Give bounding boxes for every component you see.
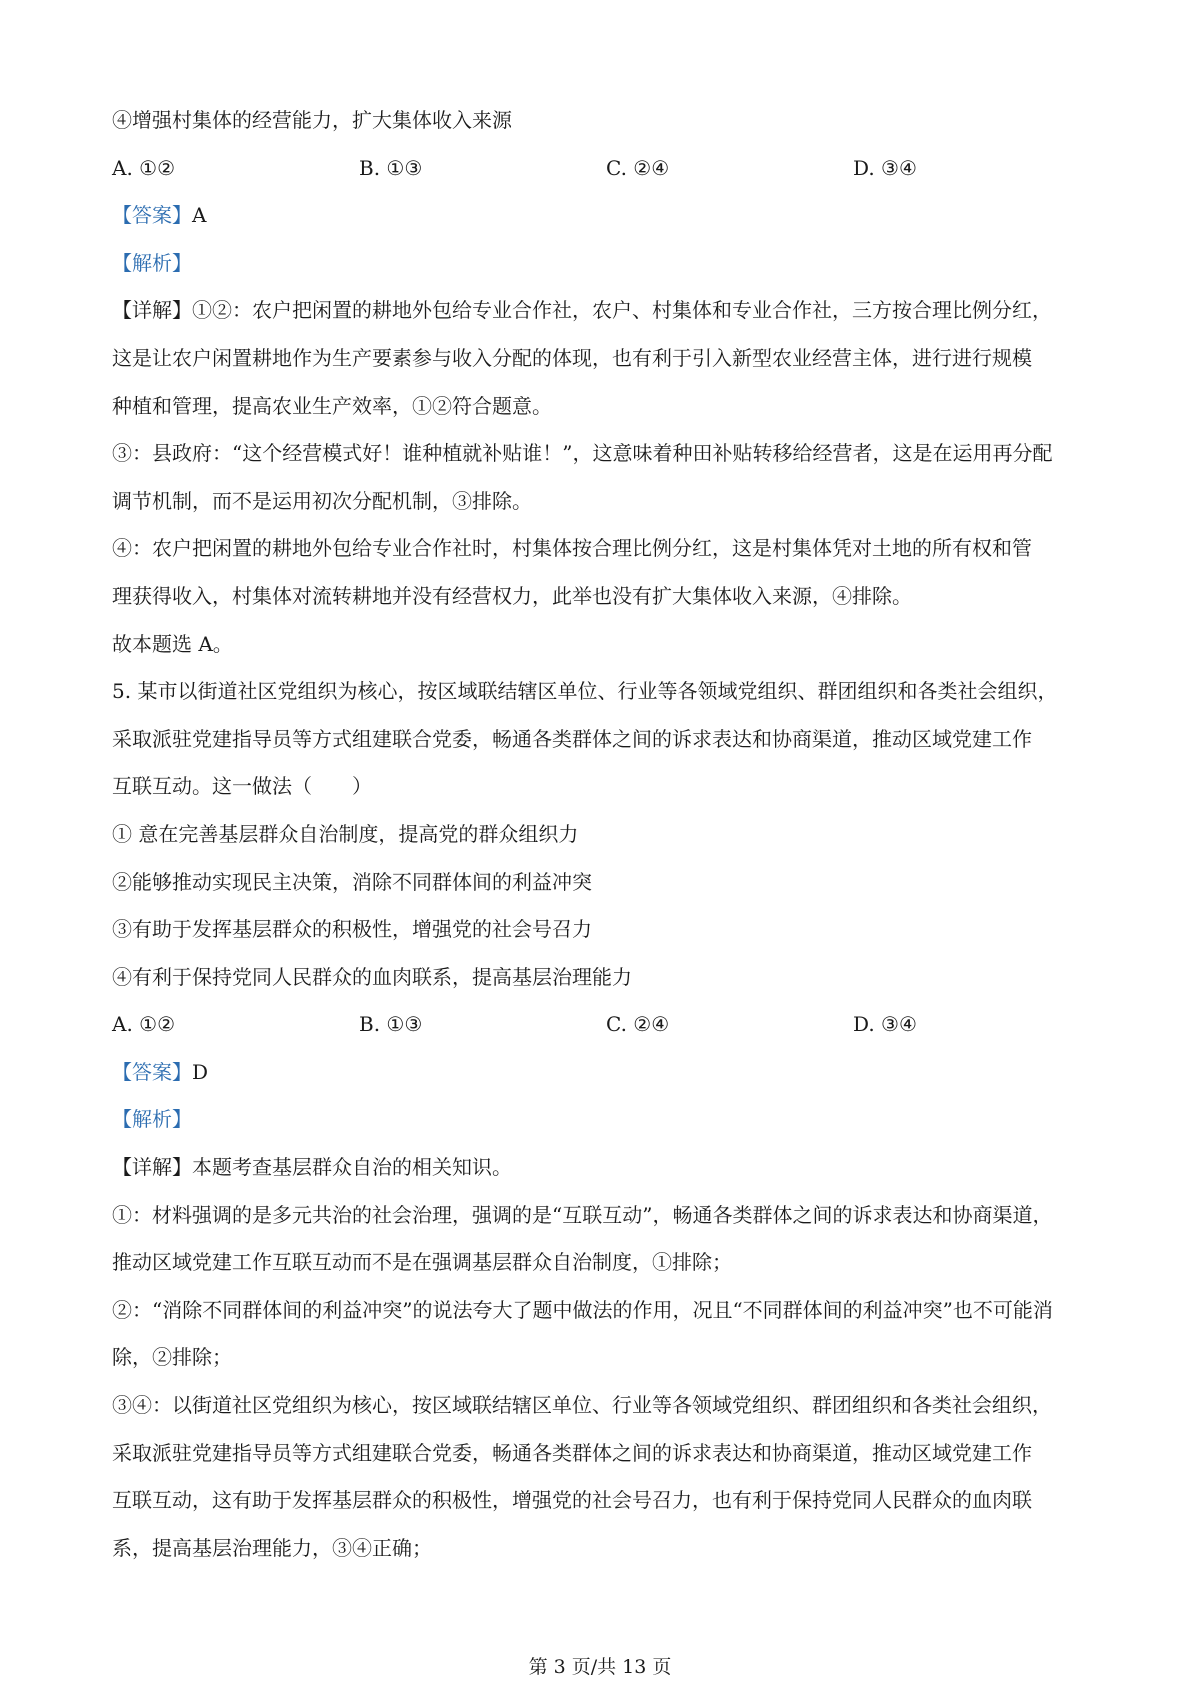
q5-detail-line: ②：“消除不同群体间的利益冲突”的说法夸大了题中做法的作用，况且“不同群体间的利益冲突”也不可能消	[112, 1297, 1053, 1322]
q5-choice-c: C. ②④	[606, 1012, 670, 1037]
page-number: 第 3 页/共 13 页	[528, 1656, 672, 1678]
q4-detail-tag: 【详解】	[112, 298, 192, 323]
q4-conclusion: 故本题选 A。	[112, 631, 233, 656]
q4-choice-a: A. ①②	[112, 155, 176, 180]
q5-stem-line: 采取派驻党建指导员等方式组建联合党委，畅通各类群体之间的诉求表达和协商渠道，推动区域党建工作	[112, 726, 1032, 751]
q5-analysis-tag: 【解析】	[112, 1107, 192, 1132]
q5-option-1: ① 意在完善基层群众自治制度，提高党的群众组织力	[112, 821, 579, 846]
q5-stem-line: 互联互动。这一做法（ ）	[112, 774, 372, 799]
q4-answer	[112, 192, 1102, 240]
q4-analysis-heading	[112, 240, 1102, 288]
q5-detail-line: 推动区域党建工作互联互动而不是在强调基层群众自治制度，①排除；	[112, 1250, 732, 1275]
q5-option-4: ④有利于保持党同人民群众的血肉联系，提高基层治理能力	[112, 964, 632, 989]
q4-detail-line: ④：农户把闲置的耕地外包给专业合作社时，村集体按合理比例分红，这是村集体凭对土地的所有权和管	[112, 536, 1032, 561]
q5-detail-line: 采取派驻党建指导员等方式组建联合党委，畅通各类群体之间的诉求表达和协商渠道，推动区域党建工作	[112, 1440, 1032, 1465]
q4-option-4: ④增强村集体的经营能力，扩大集体收入来源	[112, 108, 512, 132]
page-content	[112, 97, 1102, 1572]
q5-detail-line: 系，提高基层治理能力，③④正确；	[112, 1535, 432, 1560]
q5-answer-value: D	[192, 1059, 209, 1084]
q5-detail-line: 除，②排除；	[112, 1345, 232, 1370]
q4-choice-c: C. ②④	[606, 155, 670, 180]
q5-detail-first	[112, 1144, 1102, 1192]
q5-stem-line: 5. 某市以街道社区党组织为核心，按区域联结辖区单位、行业等各领域党组织、群团组织和各类社会组织，	[112, 679, 1058, 704]
q4-detail-text: ①②：农户把闲置的耕地外包给专业合作社，农户、村集体和专业合作社，三方按合理比例分红，	[192, 298, 1052, 323]
q5-option-3: ③有助于发挥基层群众的积极性，增强党的社会号召力	[112, 917, 592, 942]
q4-detail-line: ③：县政府：“这个经营模式好！谁种植就补贴谁！”，这意味着种田补贴转移给经营者，这是在运用再分配	[112, 441, 1053, 466]
q4-detail-line	[112, 287, 1102, 335]
q5-answer	[112, 1049, 1102, 1097]
q5-detail-text: 本题考查基层群众自治的相关知识。	[192, 1155, 512, 1180]
q5-detail-tag: 【详解】	[112, 1155, 192, 1180]
q4-choice-d: D. ③④	[853, 155, 917, 180]
q4-detail-line: 这是让农户闲置耕地作为生产要素参与收入分配的体现，也有利于引入新型农业经营主体，进行进行规模	[112, 345, 1032, 370]
q5-detail-line: 互联互动，这有助于发挥基层群众的积极性，增强党的社会号召力，也有利于保持党同人民群众的血肉联	[112, 1488, 1032, 1513]
q5-choices	[112, 1001, 1102, 1049]
q5-choice-d: D. ③④	[853, 1012, 917, 1037]
q5-choice-b: B. ①③	[359, 1012, 423, 1037]
q5-detail-line: ①：材料强调的是多元共治的社会治理，强调的是“互联互动”，畅通各类群体之间的诉求表达和协商渠道，	[112, 1202, 1053, 1227]
q4-answer-tag: 【答案】	[112, 203, 192, 228]
q4-choices	[112, 145, 1102, 193]
q5-analysis-heading	[112, 1096, 1102, 1144]
q5-choice-a: A. ①②	[112, 1012, 176, 1037]
q4-choice-b: B. ①③	[359, 155, 423, 180]
q5-option-2: ②能够推动实现民主决策，消除不同群体间的利益冲突	[112, 869, 592, 894]
q4-detail-line: 理获得收入，村集体对流转耕地并没有经营权力，此举也没有扩大集体收入来源，④排除。	[112, 583, 912, 608]
q4-detail-line: 调节机制，而不是运用初次分配机制，③排除。	[112, 488, 532, 513]
q5-answer-tag: 【答案】	[112, 1059, 192, 1084]
q5-detail-line: ③④：以街道社区党组织为核心，按区域联结辖区单位、行业等各领域党组织、群团组织和各类社会组织，	[112, 1393, 1052, 1418]
q4-answer-value: A	[192, 203, 207, 228]
q4-detail-line: 种植和管理，提高农业生产效率，①②符合题意。	[112, 393, 552, 418]
q4-analysis-tag: 【解析】	[112, 250, 192, 275]
